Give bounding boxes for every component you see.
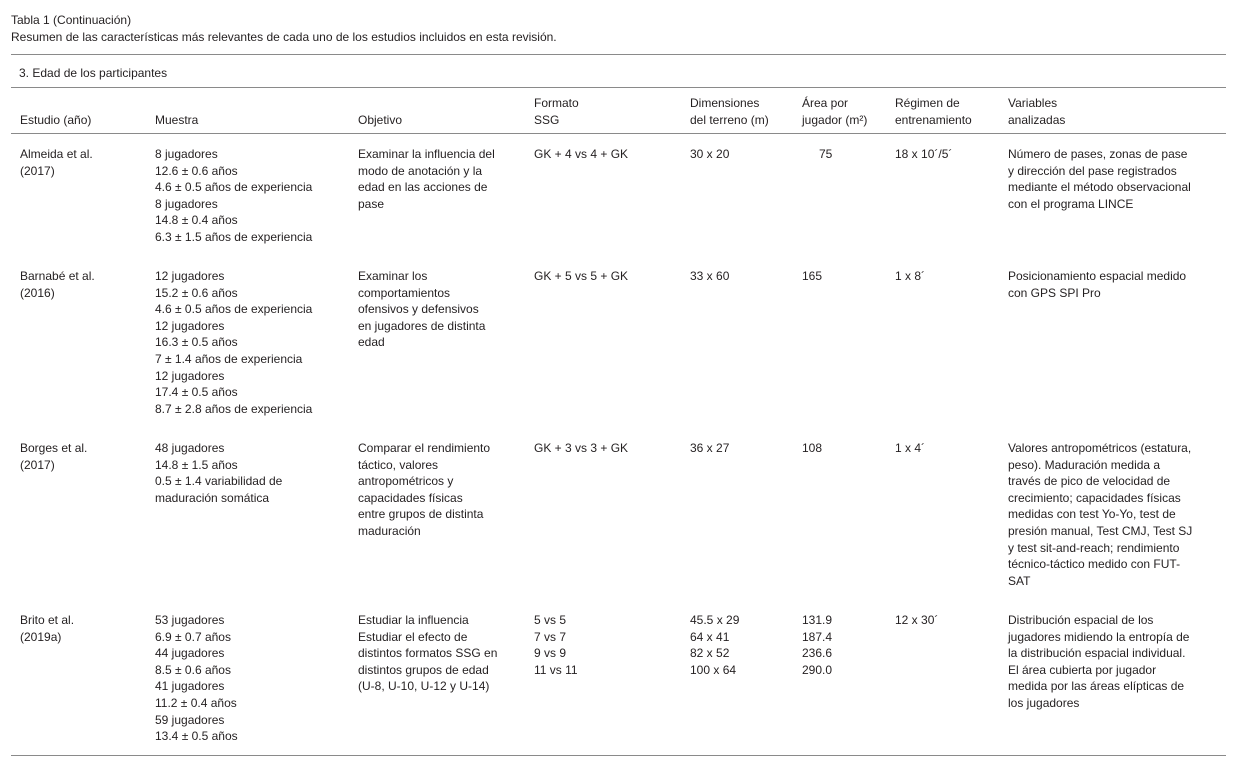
header-variables: Variables <box>1008 96 1058 110</box>
cell-muestra: 11.2 ± 0.4 años <box>155 696 237 710</box>
cell-muestra: 8.5 ± 0.6 años <box>155 662 231 677</box>
cell-estudio: (2016) <box>20 285 55 300</box>
cell-objetivo: Examinar los <box>358 269 428 283</box>
cell-muestra: 7 ± 1.4 años de experiencia <box>155 352 303 366</box>
cell-variables: Posicionamiento espacial medido <box>1008 269 1187 283</box>
cell-variables: con GPS SPI Pro <box>1008 285 1101 300</box>
cell-estudio: Brito et al. <box>20 613 75 627</box>
cell-variables: y dirección del pase registrados <box>1008 163 1177 178</box>
cell-formato: 7 vs 7 <box>534 629 567 644</box>
cell-variables: con el programa LINCE <box>1008 196 1134 211</box>
cell-muestra: 12 jugadores <box>155 368 225 383</box>
cell-muestra: 12 jugadores <box>155 318 225 333</box>
cell-muestra: 13.4 ± 0.5 años <box>155 729 238 744</box>
cell-muestra: 4.6 ± 0.5 años de experiencia <box>155 180 313 195</box>
cell-area: 290.0 <box>802 662 833 677</box>
cell-area: 165 <box>802 269 823 283</box>
cell-variables: Distribución espacial de los <box>1008 613 1154 627</box>
cell-muestra: 12 jugadores <box>155 269 225 283</box>
cell-dimensiones: 100 x 64 <box>690 662 737 677</box>
cell-muestra: 48 jugadores <box>155 441 225 455</box>
cell-regimen: 1 x 8´ <box>895 269 926 283</box>
cell-objetivo: distintos grupos de edad <box>358 662 489 677</box>
cell-variables: Número de pases, zonas de pase <box>1008 147 1188 161</box>
cell-objetivo: táctico, valores <box>358 457 439 472</box>
cell-objetivo: capacidades físicas <box>358 490 463 505</box>
cell-estudio: (2017) <box>20 457 55 472</box>
cell-variables: la distribución espacial individual. <box>1008 646 1186 661</box>
cell-objetivo: Examinar la influencia del <box>358 147 495 161</box>
cell-area: 75 <box>819 147 833 161</box>
header-regimen: entrenamiento <box>895 112 972 127</box>
cell-objetivo: ofensivos y defensivos <box>358 302 479 317</box>
cell-muestra: 6.3 ± 1.5 años de experiencia <box>155 230 313 244</box>
cell-formato: 11 vs 11 <box>534 662 578 677</box>
header-estudio: Estudio (año) <box>20 112 92 127</box>
cell-objetivo: entre grupos de distinta <box>358 507 484 522</box>
section-rule <box>11 87 1226 88</box>
bottom-rule <box>11 755 1226 756</box>
cell-objetivo: edad <box>358 335 385 350</box>
header-objetivo: Objetivo <box>358 112 403 127</box>
header-variables: analizadas <box>1008 112 1066 127</box>
cell-estudio: Barnabé et al. <box>20 269 95 283</box>
cell-muestra: 17.4 ± 0.5 años <box>155 385 238 400</box>
section-heading: 3. Edad de los participantes <box>19 66 168 80</box>
cell-objetivo: maduración <box>358 524 421 538</box>
cell-objetivo: (U-8, U-10, U-12 y U-14) <box>358 679 490 694</box>
cell-variables: jugadores midiendo la entropía de <box>1008 629 1190 644</box>
cell-objetivo: edad en las acciones de <box>358 180 488 195</box>
cell-regimen: 1 x 4´ <box>895 441 926 455</box>
cell-variables: los jugadores <box>1008 696 1080 710</box>
cell-formato: GK + 5 vs 5 + GK <box>534 269 629 283</box>
cell-muestra: 12.6 ± 0.6 años <box>155 163 238 178</box>
cell-muestra: 16.3 ± 0.5 años <box>155 335 238 350</box>
cell-variables: y test sit-and-reach; rendimiento <box>1008 540 1180 555</box>
cell-area: 187.4 <box>802 629 833 644</box>
header-formato: Formato <box>534 96 579 110</box>
cell-variables: peso). Maduración medida a <box>1008 457 1161 472</box>
cell-muestra: 53 jugadores <box>155 613 225 627</box>
cell-variables: Valores antropométricos (estatura, <box>1008 441 1192 455</box>
table-subtitle: Resumen de las características más relevantes de cada uno de los estudios incluidos en esta revisión. <box>11 30 557 44</box>
cell-dimensiones: 33 x 60 <box>690 269 730 283</box>
cell-objetivo: Estudiar la influencia <box>358 613 469 627</box>
header-rule <box>11 133 1226 134</box>
cell-muestra: 41 jugadores <box>155 679 225 694</box>
cell-objetivo: Estudiar el efecto de <box>358 629 468 644</box>
cell-muestra: 6.9 ± 0.7 años <box>155 629 231 644</box>
cell-objetivo: modo de anotación y la <box>358 163 483 178</box>
cell-variables: medidas con test Yo-Yo, test de <box>1008 507 1176 522</box>
header-area: Área por <box>802 96 849 110</box>
cell-estudio: Borges et al. <box>20 441 88 455</box>
top-rule <box>11 54 1226 55</box>
cell-variables: través de pico de velocidad de <box>1008 474 1171 489</box>
cell-variables: SAT <box>1008 573 1031 588</box>
cell-dimensiones: 82 x 52 <box>690 646 730 661</box>
cell-variables: técnico-táctico medido con FUT- <box>1008 557 1181 572</box>
header-dimensiones: Dimensiones <box>690 96 760 110</box>
cell-formato: 9 vs 9 <box>534 646 567 661</box>
header-dimensiones: del terreno (m) <box>690 112 769 127</box>
header-muestra: Muestra <box>155 112 199 127</box>
cell-muestra: 14.8 ± 1.5 años <box>155 457 238 472</box>
cell-muestra: 59 jugadores <box>155 712 225 727</box>
cell-muestra: 4.6 ± 0.5 años de experiencia <box>155 302 313 317</box>
cell-variables: presión manual, Test CMJ, Test SJ <box>1008 524 1193 538</box>
cell-dimensiones: 45.5 x 29 <box>690 613 740 627</box>
cell-estudio: (2017) <box>20 163 55 178</box>
cell-regimen: 18 x 10´/5´ <box>895 147 953 161</box>
cell-muestra: 14.8 ± 0.4 años <box>155 213 238 228</box>
cell-muestra: 8.7 ± 2.8 años de experiencia <box>155 401 313 416</box>
cell-dimensiones: 30 x 20 <box>690 147 730 161</box>
header-regimen: Régimen de <box>895 96 960 110</box>
cell-formato: 5 vs 5 <box>534 613 567 627</box>
cell-estudio: Almeida et al. <box>20 147 93 161</box>
cell-muestra: 0.5 ± 1.4 variabilidad de <box>155 474 283 489</box>
cell-objetivo: Comparar el rendimiento <box>358 441 491 455</box>
cell-variables: crecimiento; capacidades físicas <box>1008 490 1181 505</box>
cell-muestra: 44 jugadores <box>155 646 225 661</box>
cell-dimensiones: 36 x 27 <box>690 441 730 455</box>
table-title: Tabla 1 (Continuación) <box>11 13 132 27</box>
header-area: jugador (m²) <box>802 112 868 127</box>
cell-objetivo: en jugadores de distinta <box>358 318 486 333</box>
cell-area: 131.9 <box>802 613 833 627</box>
cell-area: 236.6 <box>802 646 833 661</box>
cell-variables: El área cubierta por jugador <box>1008 662 1157 677</box>
cell-variables: mediante el método observacional <box>1008 180 1191 195</box>
cell-muestra: maduración somática <box>155 490 270 505</box>
cell-objetivo: antropométricos y <box>358 474 454 489</box>
cell-objetivo: distintos formatos SSG en <box>358 646 498 661</box>
cell-formato: GK + 4 vs 4 + GK <box>534 147 629 161</box>
header-formato: SSG <box>534 112 560 127</box>
cell-muestra: 8 jugadores <box>155 147 218 161</box>
cell-regimen: 12 x 30´ <box>895 613 939 627</box>
cell-formato: GK + 3 vs 3 + GK <box>534 441 629 455</box>
cell-dimensiones: 64 x 41 <box>690 629 730 644</box>
cell-muestra: 15.2 ± 0.6 años <box>155 285 238 300</box>
cell-objetivo: pase <box>358 196 385 211</box>
cell-area: 108 <box>802 441 823 455</box>
cell-variables: medida por las áreas elípticas de <box>1008 679 1185 694</box>
cell-muestra: 8 jugadores <box>155 196 218 211</box>
cell-estudio: (2019a) <box>20 629 62 644</box>
cell-objetivo: comportamientos <box>358 285 451 300</box>
